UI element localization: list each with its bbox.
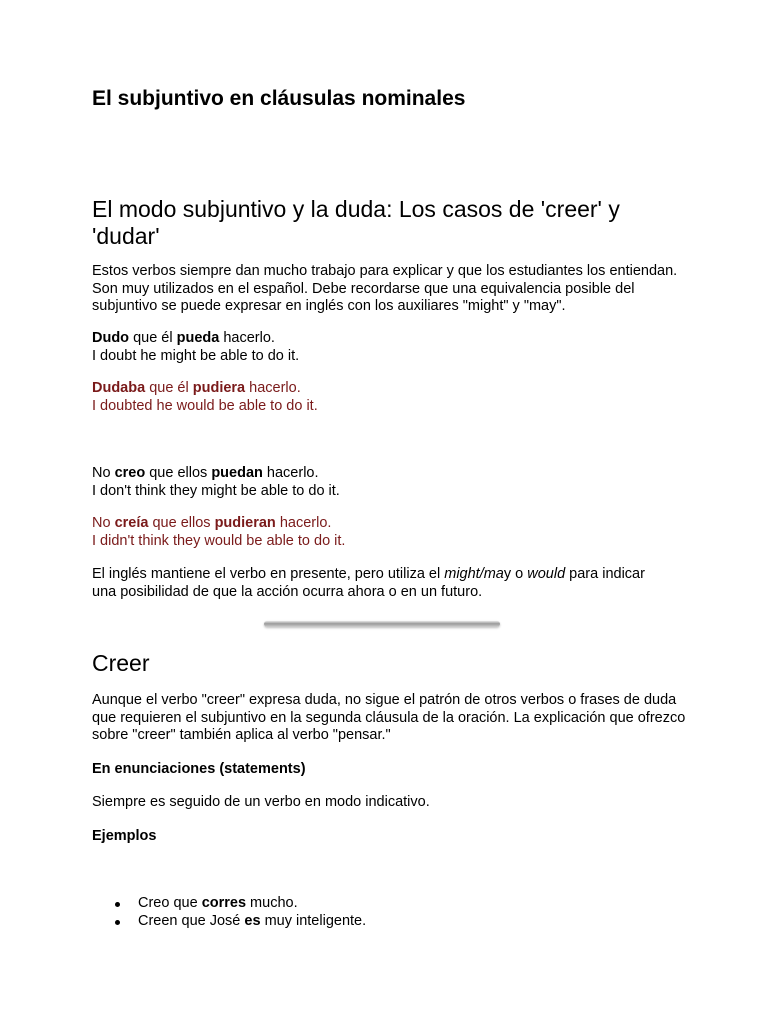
verb-bold: creo bbox=[114, 465, 146, 481]
verb-bold: Dudaba bbox=[92, 380, 146, 396]
bullet-icon bbox=[115, 920, 120, 925]
verb-bold: Dudo bbox=[92, 330, 130, 346]
list-item: Creo que corres mucho. bbox=[92, 894, 366, 912]
verb-bold: creía bbox=[114, 515, 149, 531]
example-dudo: Dudo que él pueda hacerlo. I doubt he might be able to do it. bbox=[92, 330, 300, 364]
subheading-enunciaciones: En enunciaciones (statements) bbox=[92, 761, 306, 777]
section-heading-creer: Creer bbox=[92, 650, 150, 676]
english-note-paragraph: El inglés mantiene el verbo en presente, pero utiliza el might/may o would para indicar una posibilidad de que la acción ocurra ahora o en un futuro. bbox=[92, 566, 645, 600]
example-translation: I don't think they might be able to do it. bbox=[92, 482, 340, 499]
creer-intro-paragraph: Aunque el verbo "creer" expresa duda, no sigue el patrón de otros verbos o frases de duda que requieren el subjuntivo en la segunda cláusula de la oración. La explicación que ofrezco sobre "creer" también aplica al verbo "pensar." bbox=[92, 692, 686, 743]
horizontal-divider bbox=[264, 621, 500, 627]
example-dudaba: Dudaba que él pudiera hacerlo. I doubted he would be able to do it. bbox=[92, 380, 318, 414]
example-translation: I doubt he might be able to do it. bbox=[92, 347, 300, 364]
intro-paragraph: Estos verbos siempre dan mucho trabajo para explicar y que los estudiantes los entiendan. Son muy utilizados en el español. Debe recordarse que una equivalencia posible del subjuntivo se puede expresar en inglés con los auxiliares "might" y "may". bbox=[92, 263, 678, 314]
example-translation: I didn't think they would be able to do it. bbox=[92, 532, 346, 549]
verb-bold: es bbox=[244, 913, 261, 929]
examples-list bbox=[92, 894, 366, 930]
verb-bold: puedan bbox=[211, 465, 263, 481]
verb-bold: pueda bbox=[176, 330, 220, 346]
verb-bold: corres bbox=[201, 895, 247, 911]
example-no-creo: No creo que ellos puedan hacerlo. I don't think they might be able to do it. bbox=[92, 465, 340, 499]
document-title: El subjuntivo en cláusulas nominales bbox=[92, 87, 466, 110]
verb-bold: pudieran bbox=[214, 515, 276, 531]
verb-bold: pudiera bbox=[192, 380, 246, 396]
indicative-rule: Siempre es seguido de un verbo en modo indicativo. bbox=[92, 794, 430, 810]
bullet-icon bbox=[115, 902, 120, 907]
list-item: Creen que José es muy inteligente. bbox=[92, 912, 366, 930]
section-heading-duda: El modo subjuntivo y la duda: Los casos de 'creer' y 'dudar' bbox=[92, 196, 620, 249]
example-translation: I doubted he would be able to do it. bbox=[92, 397, 318, 414]
examples-label: Ejemplos bbox=[92, 828, 157, 844]
example-no-creia: No creía que ellos pudieran hacerlo. I didn't think they would be able to do it. bbox=[92, 515, 346, 549]
